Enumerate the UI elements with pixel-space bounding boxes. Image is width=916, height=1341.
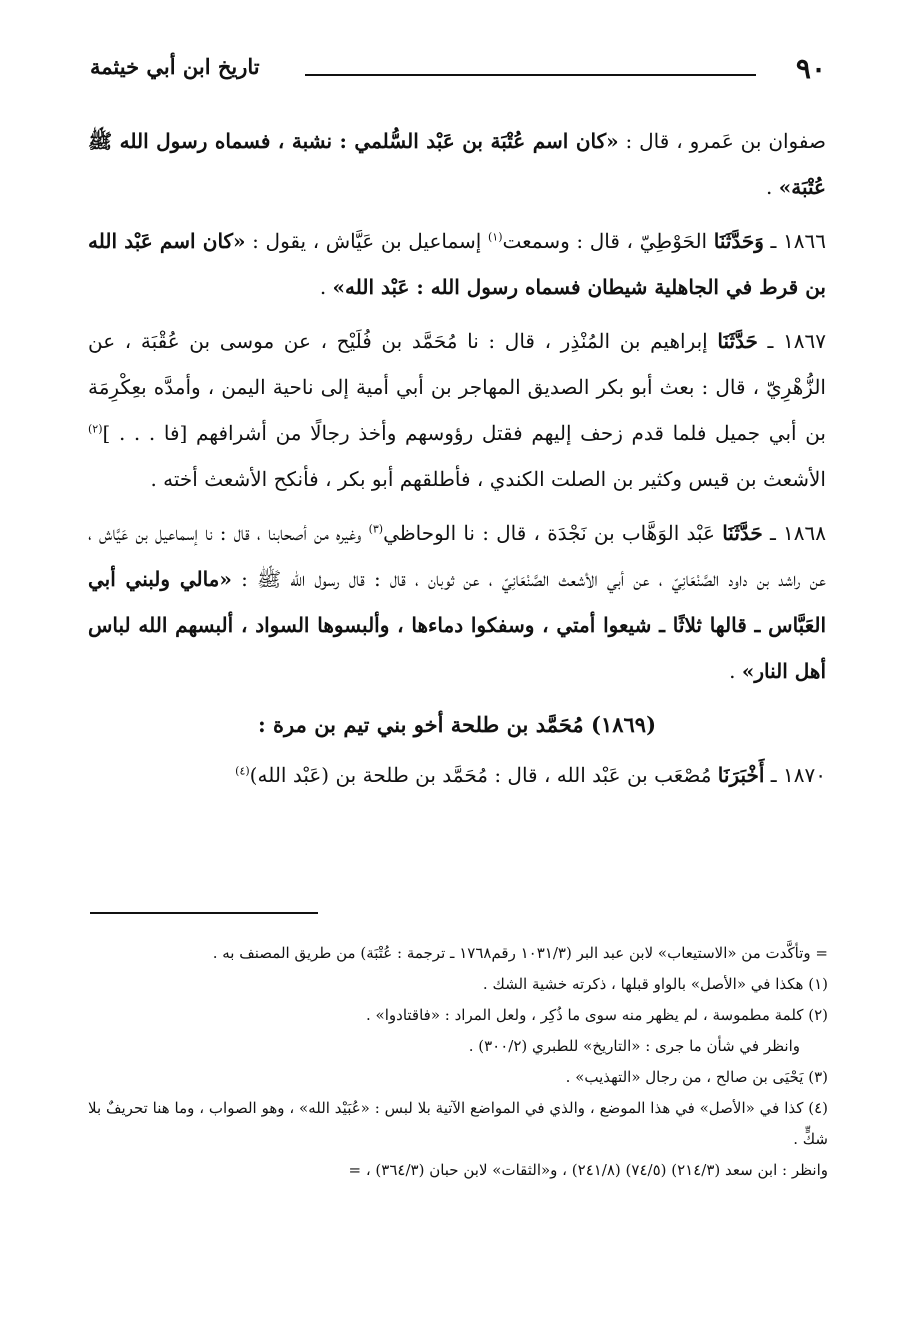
p2-end: . xyxy=(319,275,333,299)
hadith-number: ١٨٦٨ ـ xyxy=(762,521,826,545)
hadith-number: ١٨٦٦ ـ xyxy=(763,229,826,253)
p3-haddathana: حَدَّثَنَا xyxy=(717,329,758,353)
footnote-4: (٤) كذا في «الأصل» في هذا الموضع ، والذي في المواضع الآتية بلا لبس : «عُبَيْد الله» ، وهو الصواب ، وما هنا تحريفٌ بلا شكٍّ . xyxy=(88,1099,828,1148)
p4-end: . xyxy=(729,659,742,683)
footnote-ref-2: (٢) xyxy=(88,422,103,436)
footnotes xyxy=(88,938,828,1186)
header-rule xyxy=(305,74,756,76)
page-header xyxy=(70,52,846,92)
p1-end: . xyxy=(766,175,779,199)
paragraph-1870 xyxy=(88,752,826,798)
hadith-number: ١٨٦٧ ـ xyxy=(757,329,826,353)
footnote-separator xyxy=(90,912,318,914)
p4-haddathana: حَدَّثَنَا xyxy=(722,521,763,545)
paragraph-1867 xyxy=(88,318,826,502)
running-title: تاريخ ابن أبي خيثمة xyxy=(90,54,260,79)
footnote-ref-4: (٤) xyxy=(235,764,250,778)
p3-text: إبراهيم بن المُنْذِر ، قال : نا مُحَمَّد بن فُلَيْح ، عن موسى بن عُقْبَة ، عن الزُّهْرِيّ ، قال : بعث أبو بكر الصديق المهاجر بن أبي أمية إلى ناحية اليمن ، وأمدَّه بعِكْرِمَة بن أبي جميل فلما قدم زحف إليهم فقتل رؤوسهم وأخذ رجالًا من أشرافهم [فا . . . ] xyxy=(88,329,826,445)
footnote-4-cont: وانظر : ابن سعد (٢١٤/٣) (٧٤/٥) (٢٤١/٨) ، و«الثقات» لابن حبان (٣٦٤/٣) ، = xyxy=(348,1161,828,1179)
page-number: ٩٠ xyxy=(795,52,826,85)
paragraph-1866 xyxy=(88,218,826,310)
main-text xyxy=(88,118,826,806)
paragraph-1 xyxy=(88,118,826,210)
p5-text: مُصْعَب بن عَبْد الله ، قال : مُحَمَّد بن طلحة بن (عَبْد الله) xyxy=(249,763,718,787)
p4-text: عَبْد الوَهَّاب بن نَجْدَة ، قال : نا الوحاظي xyxy=(383,521,723,545)
footnote-ref-3: (٣) xyxy=(368,522,384,536)
p4-text2: وغيره من أصحابنا ، قال : نا إسماعيل بن عَيَّاش ، عن راشد بن داود الصَّنْعَانِيّ ، عن أبي الأشعث الصَّنْعَانِيّ ، عن ثوبان ، قال : قال رسول الله ﷺ : xyxy=(88,521,827,591)
p5-akhbarana: أَخْبَرَنَا xyxy=(717,763,765,787)
p2-text2: إسماعيل بن عَيَّاش ، يقول : xyxy=(245,229,488,253)
p2-haddathana: وَحَدَّثَنَا xyxy=(713,229,764,253)
footnote-3: (٣) يَحْيَى بن صالح ، من رجال «التهذيب» . xyxy=(565,1068,828,1086)
p2-text: الحَوْطِيّ ، قال : وسمعت xyxy=(502,229,714,253)
p2-quote: «كان اسم عَبْد الله بن قرط في الجاهلية شيطان فسماه رسول الله : عَبْد الله» xyxy=(88,229,826,299)
hadith-number: ١٨٧٠ ـ xyxy=(764,763,826,787)
p1-text: صفوان بن عَمرو ، قال : xyxy=(618,129,826,153)
paragraph-1868 xyxy=(88,510,826,694)
footnote-continued: = وتأكَّدت من «الاستيعاب» لابن عبد البر (١٠٣١/٣ رقم١٧٦٨ ـ ترجمة : عُتْبَة) من طريق المصنف به . xyxy=(212,944,828,962)
p1-quote: «كان اسم عُتْبَة بن عَبْد السُّلمي : نشبة ، فسماه رسول الله ﷺ عُتْبَة» xyxy=(88,129,826,199)
footnote-ref-1: (١) xyxy=(487,230,503,244)
p3-text2: الأشعث بن قيس وكثير بن الصلت الكندي ، فأطلقهم أبو بكر ، فأنكح الأشعث أخته . xyxy=(150,467,826,491)
footnote-2-cont: وانظر في شأن ما جرى : «التاريخ» للطبري (٣٠٠/٢) . xyxy=(468,1037,800,1055)
footnote-1: (١) هكذا في «الأصل» بالواو قبلها ، ذكرته خشية الشك . xyxy=(482,975,828,993)
p4-quote: «مالي ولبني أبي العَبَّاس ـ قالها ثلاثًا ـ شيعوا أمتي ، وسفكوا دماءها ، وألبسوها السواد ، ألبسهم الله لباس أهل النار» xyxy=(88,567,826,683)
footnote-2: (٢) كلمة مطموسة ، لم يظهر منه سوى ما ذُكِر ، ولعل المراد : «فاقتادوا» . xyxy=(366,1006,828,1024)
section-heading-1869: (١٨٦٩) مُحَمَّد بن طلحة أخو بني تيم بن مرة : xyxy=(257,712,656,737)
